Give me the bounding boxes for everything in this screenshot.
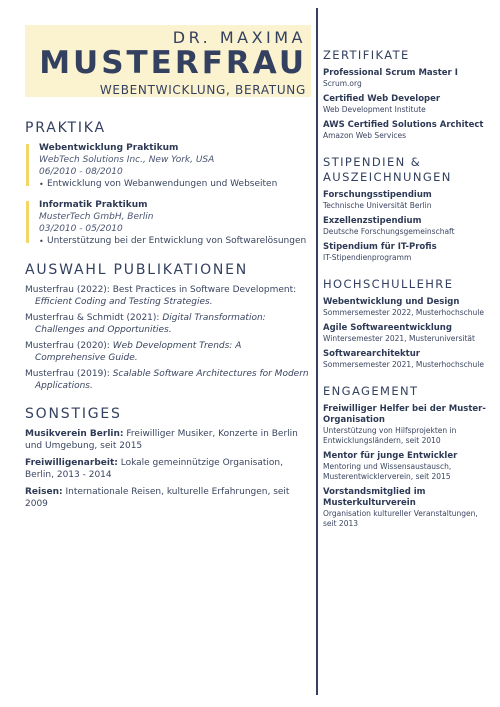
misc-item: Freiwilligenarbeit: Lokale gemeinnützige Organisation, Berlin, 2013 - 2014 (25, 458, 283, 480)
column-divider (316, 8, 318, 695)
scholarship-item: Exzellenzstipendium Deutsche Forschungsgemeinschaft (323, 216, 455, 236)
job-entry (25, 142, 310, 191)
bullet-icon: • (39, 237, 44, 246)
teaching-item: Webentwicklung und Design Sommersemester 2022, Musterhochschule (323, 297, 484, 317)
name-prefix: DR. MAXIMA (172, 28, 306, 47)
publication-item: Musterfrau & Schmidt (2021): Digital Transformation: Challenges and Opportunities. (25, 313, 266, 335)
left-column (25, 120, 310, 510)
scholarship-item: Stipendium für IT-Profis IT-Stipendienprogramm (323, 242, 437, 262)
misc-item: Musikverein Berlin: Freiwilliger Musiker, Konzerte in Berlin und Umgebung, seit 2015 (25, 429, 298, 451)
engagement-item: Vorstandsmitglied im Musterkulturverein Organisation kultureller Veranstaltungen, seit 2013 (323, 487, 478, 528)
job-company: MusterTech GmbH, Berlin (39, 212, 154, 222)
publication-item: Musterfrau (2022): Best Practices in Software Development: Efficient Coding and Testing Strategies. (25, 285, 297, 307)
publication-item: Musterfrau (2019): Scalable Software Architectures for Modern Applications. (25, 369, 309, 391)
header-block (25, 25, 311, 97)
certificate-item: AWS Certified Solutions Architect Amazon Web Services (323, 120, 484, 140)
section-title-sonstiges: SONSTIGES (25, 406, 122, 422)
profession-subtitle: WEBENTWICKLUNG, BERATUNG (99, 83, 306, 97)
section-title-zertifikate: ZERTIFIKATE (323, 48, 410, 62)
job-company: WebTech Solutions Inc., New York, USA (39, 155, 215, 165)
certificate-item: Professional Scrum Master I Scrum.org (323, 68, 458, 88)
bullet-icon: • (39, 180, 44, 189)
accent-bar (26, 201, 29, 243)
job-title: Informatik Praktikum (39, 200, 148, 210)
misc-item: Reisen: Internationale Reisen, kulturelle Erfahrungen, seit 2009 (25, 487, 290, 509)
certificate-item: Certified Web Developer Web Development Institute (323, 94, 441, 114)
teaching-item: Softwarearchitektur Sommersemester 2021, Musterhochschule (323, 349, 484, 369)
publication-item: Musterfrau (2020): Web Development Trends: A Comprehensive Guide. (25, 341, 242, 363)
job-dates: 03/2010 - 05/2010 (39, 224, 123, 234)
scholarship-item: Forschungsstipendium Technische Universität Berlin (323, 190, 432, 210)
section-title-publikationen: AUSWAHL PUBLIKATIONEN (25, 262, 249, 278)
accent-bar (26, 144, 29, 186)
teaching-item: Agile Softwareentwicklung Wintersemester 2021, Musteruniversität (323, 323, 475, 343)
section-title-praktika: PRAKTIKA (25, 120, 106, 136)
engagement-item: Freiwilliger Helfer bei der Muster-Organisation Unterstützung von Hilfsprojekten in Entwicklungsländern, seit 2010 (323, 404, 486, 445)
job-dates: 06/2010 - 08/2010 (39, 167, 123, 177)
right-column (323, 48, 493, 529)
name-title: MUSTERFRAU (39, 45, 307, 81)
job-bullet: • Entwicklung von Webanwendungen und Webseiten (39, 179, 278, 189)
section-title-stipendien: STIPENDIEN & AUSZEICHNUNGEN (323, 155, 452, 184)
job-title: Webentwicklung Praktikum (39, 143, 179, 153)
job-bullet: • Unterstützung bei der Entwicklung von Softwarelösungen (39, 236, 307, 246)
engagement-item: Mentor für junge Entwickler Mentoring und Wissensaustausch, Musterentwicklerverein, seit 2015 (323, 451, 458, 481)
section-title-hochschullehre: HOCHSCHULLEHRE (323, 277, 454, 291)
job-entry (25, 199, 310, 248)
section-title-engagement: ENGAGEMENT (323, 384, 419, 398)
